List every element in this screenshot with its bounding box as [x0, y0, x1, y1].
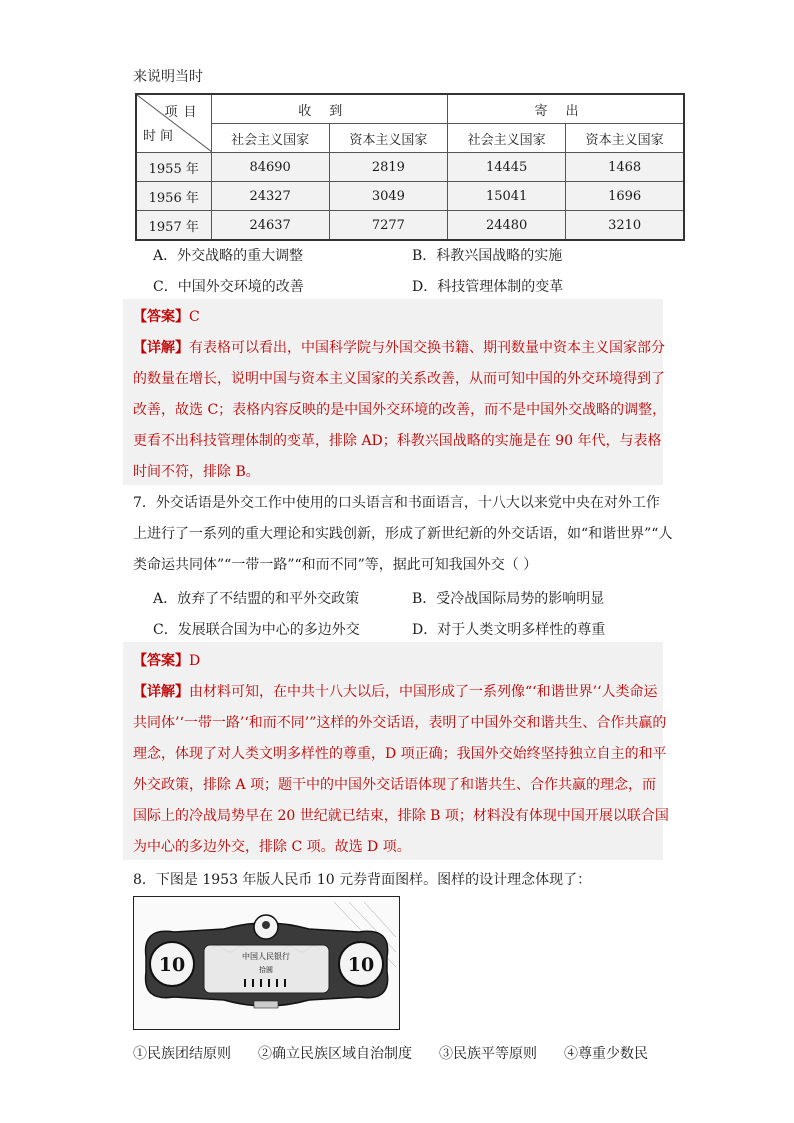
intro-text: 来说明当时: [133, 69, 203, 85]
q8-choice-1: ①民族团结原则: [133, 1046, 231, 1062]
answer-value: C: [189, 309, 200, 325]
value-cell: 3049: [329, 182, 447, 211]
subheader-cell: 资本主义国家: [566, 124, 684, 153]
value-cell: 84690: [211, 153, 329, 182]
value-cell: 24480: [448, 211, 566, 241]
value-cell: 14445: [448, 153, 566, 182]
detail-text: 有表格可以看出，中国科学院与外国交换书籍、期刊数量中资本主义国家部分: [189, 340, 665, 356]
value-cell: 3210: [566, 211, 684, 241]
value-cell: 1468: [566, 153, 684, 182]
q7-option-c: C．发展联合国为中心的多边外交: [153, 622, 360, 638]
detail-text: 由材料可知，在中共十八大以后，中国形成了一系列像“‘和谐世界’‘人类命运: [189, 684, 658, 700]
q6-detail-line: 更看不出科技管理体制的变革，排除 AD；科教兴国战略的实施是在 90 年代，与表格: [133, 433, 662, 449]
q8-stem: 8．下图是 1953 年版人民币 10 元券背面图样。图样的设计理念体现了：: [133, 872, 592, 888]
q6-answer-line: [133, 306, 200, 326]
banknote-drawing: [134, 897, 399, 1029]
q7-answer-line: [133, 650, 200, 670]
q6-detail-line: 改善，故选 C；表格内容反映的是中国外交环境的改善，而不是中国外交战略的调整，: [133, 402, 667, 418]
header-sent: 寄出: [448, 94, 685, 124]
denomination-right: 10: [347, 954, 375, 976]
detail-tag: 【详解】: [133, 340, 189, 356]
bank-subtext: 拾圆: [259, 966, 273, 974]
q6-detail-line: [133, 337, 665, 357]
detail-tag: 【详解】: [133, 684, 189, 700]
q6-option-a: A．外交战略的重大调整: [153, 248, 304, 264]
table-row: [136, 211, 684, 241]
value-cell: 15041: [448, 182, 566, 211]
subheader-cell: 社会主义国家: [211, 124, 329, 153]
q6-option-c: C．中国外交环境的改善: [153, 279, 304, 295]
table-row: [136, 153, 684, 182]
q7-detail-line: 理念，体现了对人类文明多样性的尊重，D 项正确；我国外交始终坚持独立自主的和平: [133, 746, 667, 762]
corner-top-label: 项目: [164, 105, 203, 120]
corner-bottom-label: 时间: [143, 129, 178, 144]
q7-stem-line: 上进行了一系列的重大理论和实践创新，形成了新世纪新的外交话语，如“和谐世界”“人: [133, 526, 673, 542]
q7-detail-line: 为中心的多边外交，排除 C 项。故选 D 项。: [133, 839, 411, 855]
answer-value: D: [189, 653, 201, 669]
q7-detail-line: 外交政策，排除 A 项；题干中的中国外交话语体现了和谐共生、合作共赢的理念，而: [133, 777, 657, 793]
bank-text: 中国人民银行: [242, 952, 290, 961]
value-cell: 24327: [211, 182, 329, 211]
q6-option-d: D．科技管理体制的变革: [412, 279, 564, 295]
q6-option-b: B．科教兴国战略的实施: [412, 248, 563, 264]
q7-option-a: A．放弃了不结盟的和平外交政策: [153, 591, 360, 607]
q7-detail-line: [133, 681, 658, 701]
year-cell: 1957 年: [136, 211, 211, 241]
q8-choice-3: ③民族平等原则: [439, 1046, 537, 1062]
answer-tag: 【答案】: [133, 309, 189, 325]
table-row: [136, 182, 684, 211]
q7-stem-line: 类命运共同体”“一带一路”“和而不同”等，据此可知我国外交（ ）: [133, 557, 538, 573]
q8-choice-2: ②确立民族区域自治制度: [258, 1046, 412, 1062]
table-corner-cell: [136, 94, 211, 153]
q7-detail-line: 共同体’‘一带一路’‘和而不同’”这样的外交话语，表明了中国外交和谐共生、合作共赢的: [133, 715, 667, 731]
q7-stem-line: 7．外交话语是外交工作中使用的口头语言和书面语言，十八大以来党中央在对外工作: [133, 495, 660, 511]
q8-choice-4: ④尊重少数民: [564, 1046, 648, 1062]
answer-tag: 【答案】: [133, 653, 189, 669]
value-cell: 2819: [329, 153, 447, 182]
subheader-cell: 社会主义国家: [448, 124, 566, 153]
value-cell: 24637: [211, 211, 329, 241]
denomination-left: 10: [158, 954, 186, 976]
q7-option-d: D．对于人类文明多样性的尊重: [412, 622, 606, 638]
year-cell: 1956 年: [136, 182, 211, 211]
value-cell: 1696: [566, 182, 684, 211]
exchange-table: [135, 93, 685, 241]
q7-detail-line: 国际上的冷战局势早在 20 世纪就已结束，排除 B 项；材料没有体现中国开展以联合国: [133, 808, 669, 824]
q7-option-b: B．受冷战国际局势的影响明显: [412, 591, 605, 607]
q6-answer-block: [123, 299, 663, 485]
subheader-cell: 资本主义国家: [329, 124, 447, 153]
q6-detail-line: 时间不符，排除 B。: [133, 464, 260, 480]
year-cell: 1955 年: [136, 153, 211, 182]
q6-detail-line: 的数量在增长，说明中国与资本主义国家的关系改善，从而可知中国的外交环境得到了: [133, 371, 665, 387]
header-received: 收到: [211, 94, 448, 124]
banknote-image: [133, 896, 400, 1030]
value-cell: 7277: [329, 211, 447, 241]
